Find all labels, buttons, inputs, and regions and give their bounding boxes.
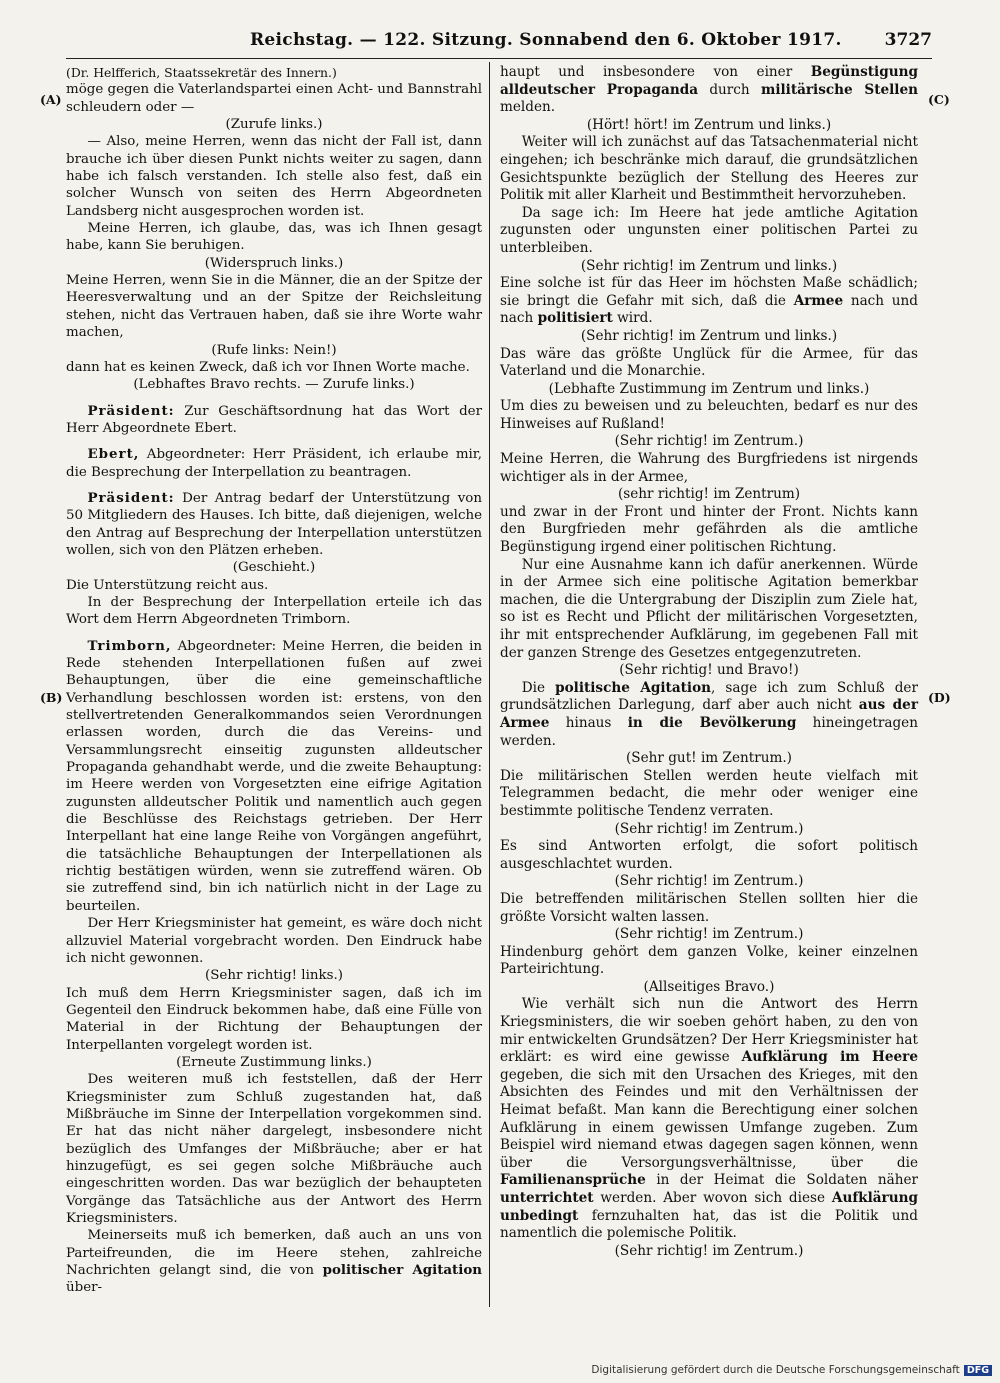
- paragraph: [500, 996, 918, 1242]
- speaker-continuation: (Dr. Helfferich, Staatssekretär des Innern.): [66, 65, 337, 80]
- emphasis: militärische Stellen: [760, 81, 918, 98]
- margin-marker-a: (A): [40, 92, 62, 107]
- paragraph: Um dies zu beweisen und zu beleuchten, bedarf es nur des Hinweises auf Rußland!: [500, 398, 918, 432]
- interjection: (Sehr richtig! und Bravo!): [619, 662, 799, 679]
- paragraph: Das wäre das größte Unglück für die Armee, für das Vaterland und die Monarchie.: [500, 345, 918, 380]
- emphasis: in die Bevölkerung: [627, 714, 797, 731]
- paragraph: und zwar in der Front und hinter der Front. Nichts kann den Burgfrieden mehr gefährden als die amtliche Begünstigung irgend einer politischen Richtung.: [500, 503, 918, 556]
- emphasis: politisiert: [537, 310, 613, 327]
- emphasis: Aufklärung unbedingt: [500, 1190, 918, 1224]
- paragraph: Es sind Antworten erfolgt, die sofort politisch ausgeschlachtet wurden.: [500, 838, 918, 872]
- interjection: (Sehr richtig! im Zentrum und links.): [580, 257, 838, 274]
- interjection: (Sehr gut! im Zentrum.): [626, 750, 792, 767]
- text-run: melden.: [500, 99, 556, 116]
- running-title: Reichstag. — 122. Sitzung. Sonnabend den 6. Oktober 1917.: [250, 30, 842, 50]
- interjection: (Lebhafte Zustimmung im Zentrum und links.): [548, 380, 870, 397]
- text-run: Meinerseits muß ich bemerken, daß auch an uns von Parteifreunden, die im Heere stehen, zahlreiche Nachrichten gelangt sind, die von: [66, 1228, 482, 1279]
- text-run: Die: [521, 679, 556, 696]
- paragraph: Meine Herren, die Wahrung des Burgfriedens ist nirgends wichtiger als in der Armee,: [500, 451, 918, 485]
- interjection: (Sehr richtig! im Zentrum.): [614, 1242, 804, 1259]
- text-run: gegeben, die sich mit den Ursachen des Krieges, mit den Absichten des Feindes und mit den Verhältnissen der Heimat befaßt. Man kann die Berechtigung einer solchen Aufklärung in einem gewissen Umfange zugeben. Zum Beispiel wird niemand etwas dagegen sagen können, wenn über die Versorgungsverhältnisse, über die: [500, 1066, 918, 1171]
- interjection: (Geschieht.): [232, 560, 316, 576]
- paragraph: Die militärischen Stellen werden heute vielfach mit Telegrammen bedacht, die mehr oder weniger eine bestimmte politische Tendenz verraten.: [500, 767, 918, 819]
- margin-marker-d: (D): [928, 690, 951, 705]
- interjection: (Zurufe links.): [225, 117, 323, 133]
- paragraph: Meine Herren, ich glaube, das, was ich Ihnen gesagt habe, kann Sie beruhigen.: [66, 221, 482, 254]
- page-header: [0, 30, 1000, 58]
- interjection: (Rufe links: Nein!): [211, 342, 337, 358]
- paragraph: Weiter will ich zunächst auf das Tatsachenmaterial nicht eingehen; ich beschränke mich darauf, die grundsätzlichen Gesichtspunkte bezüglich der Stellung des Heeres zur Politik mit aller Klarheit und Bestimmtheit hervorzuheben.: [500, 134, 918, 204]
- page-number: 3727: [884, 30, 932, 50]
- text-run: Eine solche ist für das Heer im höchsten Maße schädlich; sie bringt die Gefahr mit sich, daß die: [500, 275, 918, 309]
- speaker-name: Präsident:: [87, 402, 175, 419]
- paragraph: Die betreffenden militärischen Stellen sollten hier die größte Vorsicht walten lassen.: [500, 890, 918, 925]
- text-run: hineingetragen werden.: [500, 714, 918, 749]
- paragraph: Der Herr Kriegsminister hat gemeint, es wäre doch nicht allzuviel Material vorgebracht worden. Den Eindruck habe ich nicht gewonnen.: [66, 916, 482, 966]
- speech-text: Der Antrag bedarf der Unterstützung von 50 Mitgliedern des Hauses. Ich bitte, daß diejenigen, welche den Antrag auf Besprechung der Interpellation unterstützen wollen, sich von den Plätzen erheben.: [66, 490, 482, 558]
- digitization-footer: [591, 1364, 992, 1376]
- interjection: (sehr richtig! im Zentrum): [617, 486, 801, 503]
- interjection: (Sehr richtig! links.): [205, 968, 343, 984]
- paragraph: Hindenburg gehört dem ganzen Volke, keiner einzelnen Parteirichtung.: [500, 943, 918, 978]
- paragraph: Meine Herren, wenn Sie in die Männer, die an der Spitze der Heeresverwaltung und an der Spitze der Reichsleitung stehen, nicht das Vertrauen haben, daß sie ihre Worte wahr machen,: [66, 273, 482, 341]
- text-run: fernzuhalten hat, das ist die Politik und namentlich die polemische Politik.: [500, 1207, 918, 1242]
- paragraph: Nur eine Ausnahme kann ich dafür anerkennen. Würde in der Armee sich eine politische Agitation bemerkbar machen, die die Untergrabung der Disziplin zum Ziele hat, so ist es Recht und Pflicht der militärischen Vorgesetzten, ihr mit entsprechender Aufklärung, im gegebenen Fall mit der ganzen Strenge des Gesetzes entgegenzutreten.: [500, 556, 918, 661]
- margin-marker-c: (C): [928, 92, 950, 107]
- margin-marker-b: (B): [40, 690, 63, 705]
- text-run: über-: [66, 1280, 103, 1296]
- paragraph: Ich muß dem Herrn Kriegsminister sagen, daß ich im Gegenteil den Eindruck bekommen habe, daß eine Fülle von Material in der Richtung der Behauptungen der Interpellanten vorgelegt worden ist.: [66, 985, 482, 1053]
- speech-text: Abgeordneter: Meine Herren, die beiden in Rede stehenden Interpellationen fußen auf zwei Behauptungen, über die eine gemeinschaftliche Verhandlung beschlossen worden ist: erstens, von den stellvertretenden Generalkommandos seien Verordnungen erlassen worden, durch die das Vereins- und Versammlungsrecht einseitig zugunsten alldeutscher Propaganda gehandhabt werde, und die zweite Behauptung: im Heere werden von Vorgesetzten eine eifrige Agitation zugunsten alldeutscher Politik und namentlich auch gegen die Beschlüsse des Reichstags getrieben. Der Herr Interpellant hat eine lange Reihe von Vorgängen angeführt, die tatsächliche Behauptungen der Interpellationen als richtig bestätigen würden, wenn sie zutreffend wären. Ob sie zutreffend sind, bin ich natürlich nicht in der Lage zu beurteilen.: [66, 638, 482, 914]
- interjection: (Lebhaftes Bravo rechts. — Zurufe links.): [133, 377, 415, 393]
- interjection: (Erneute Zustimmung links.): [176, 1054, 372, 1070]
- interjection: (Hört! hört! im Zentrum und links.): [586, 116, 832, 133]
- interjection: (Allseitiges Bravo.): [643, 978, 775, 995]
- emphasis: Armee: [793, 292, 844, 309]
- speaker-name: Ebert,: [87, 446, 140, 463]
- column-divider: [489, 62, 490, 1307]
- text-run: Wie verhält sich nun die Antwort des Herrn Kriegsministers, die wir soeben gehört haben, zu den von mir entwickelten Grundsätzen? Der Herr Kriegsminister hat erklärt: es wird eine gewisse: [500, 996, 918, 1066]
- text-run: , sage ich zum Schluß der grundsätzlichen Darlegung, darf aber auch nicht: [500, 679, 918, 714]
- text-run: durch: [698, 81, 761, 98]
- right-column: [500, 64, 918, 1260]
- interjection: (Sehr richtig! im Zentrum.): [614, 433, 804, 450]
- emphasis: unterrichtet: [500, 1190, 594, 1206]
- speech-trimborn: [66, 638, 482, 916]
- paragraph: möge gegen die Vaterlandspartei einen Acht- und Bannstrahl schleudern oder —: [66, 82, 482, 115]
- paragraph: — Also, meine Herren, wenn das nicht der Fall ist, dann brauche ich über diesen Punkt nichts weiter zu sagen, dann habe ich falsch verstanden. Ich stelle also fest, daß ein solcher Wunsch von seiten des Herrn Abgeordneten Landsberg nicht ausgesprochen worden ist.: [66, 134, 482, 219]
- speech-ebert: [66, 446, 482, 481]
- emphasis: politischer Agitation: [322, 1262, 482, 1279]
- text-run: wird.: [612, 310, 653, 327]
- text-run: haupt und insbesondere von einer: [500, 64, 811, 80]
- interjection: (Widerspruch links.): [204, 255, 344, 271]
- speech-text: Abgeordneter: Herr Präsident, ich erlaube mir, die Besprechung der Interpellation zu beantragen.: [66, 447, 482, 480]
- paragraph: [500, 680, 918, 750]
- paragraph: Die Unterstützung reicht aus.: [66, 577, 269, 593]
- text-run: nach und nach: [500, 292, 918, 327]
- paragraph: dann hat es keinen Zweck, daß ich vor Ihnen Worte mache.: [66, 359, 470, 375]
- paragraph: Da sage ich: Im Heere hat jede amtliche Agitation zugunsten oder ungunsten einer politischen Partei zu unterbleiben.: [500, 204, 918, 256]
- speaker-name: Präsident:: [87, 489, 175, 506]
- header-rule: [66, 58, 932, 59]
- emphasis: Begünstigung alldeutscher Propaganda: [500, 64, 918, 98]
- speech-text: Zur Geschäftsordnung hat das Wort der Herr Abgeordnete Ebert.: [66, 403, 482, 436]
- text-run: werden. Aber wovon sich diese: [593, 1190, 832, 1206]
- paragraph: In der Besprechung der Interpellation erteile ich das Wort dem Herrn Abgeordneten Trimborn.: [66, 594, 482, 628]
- interjection: (Sehr richtig! im Zentrum.): [614, 873, 804, 890]
- text-run: in der Heimat die Soldaten näher: [645, 1172, 918, 1189]
- emphasis: Familienansprüche: [500, 1172, 646, 1189]
- paragraph: [500, 275, 918, 328]
- paragraph: [66, 1227, 482, 1296]
- footer-text: Digitalisierung gefördert durch die Deutsche Forschungsgemeinschaft: [591, 1364, 960, 1376]
- speaker-name: Trimborn,: [87, 637, 172, 654]
- left-column: [66, 64, 482, 1297]
- interjection: (Sehr richtig! im Zentrum und links.): [580, 327, 838, 344]
- emphasis: Aufklärung im Heere: [741, 1049, 918, 1066]
- speech-president: [66, 403, 482, 438]
- interjection: (Sehr richtig! im Zentrum.): [614, 820, 804, 837]
- emphasis: aus der Armee: [500, 697, 918, 731]
- paragraph: [500, 64, 918, 117]
- emphasis: politische Agitation: [555, 679, 712, 696]
- speech-president: [66, 490, 482, 559]
- paragraph: Des weiteren muß ich feststellen, daß der Herr Kriegsminister zum Schluß zugestanden hat, daß Mißbräuche im Sinne der Interpellation vorgekommen sind. Er hat das nicht näher dargelegt, insbesondere nicht bezüglich des Umfanges der Mißbräuche; aber er hat hinzugefügt, es sei gegen solche Mißbräuche auch eingeschritten worden. Das war bezüglich der behaupteten Vorgänge das Tatsächliche aus der Antwort des Herrn Kriegsministers.: [66, 1072, 482, 1226]
- interjection: (Sehr richtig! im Zentrum.): [614, 926, 804, 943]
- dfg-logo: DFG: [964, 1365, 992, 1376]
- text-run: hinaus: [549, 714, 628, 731]
